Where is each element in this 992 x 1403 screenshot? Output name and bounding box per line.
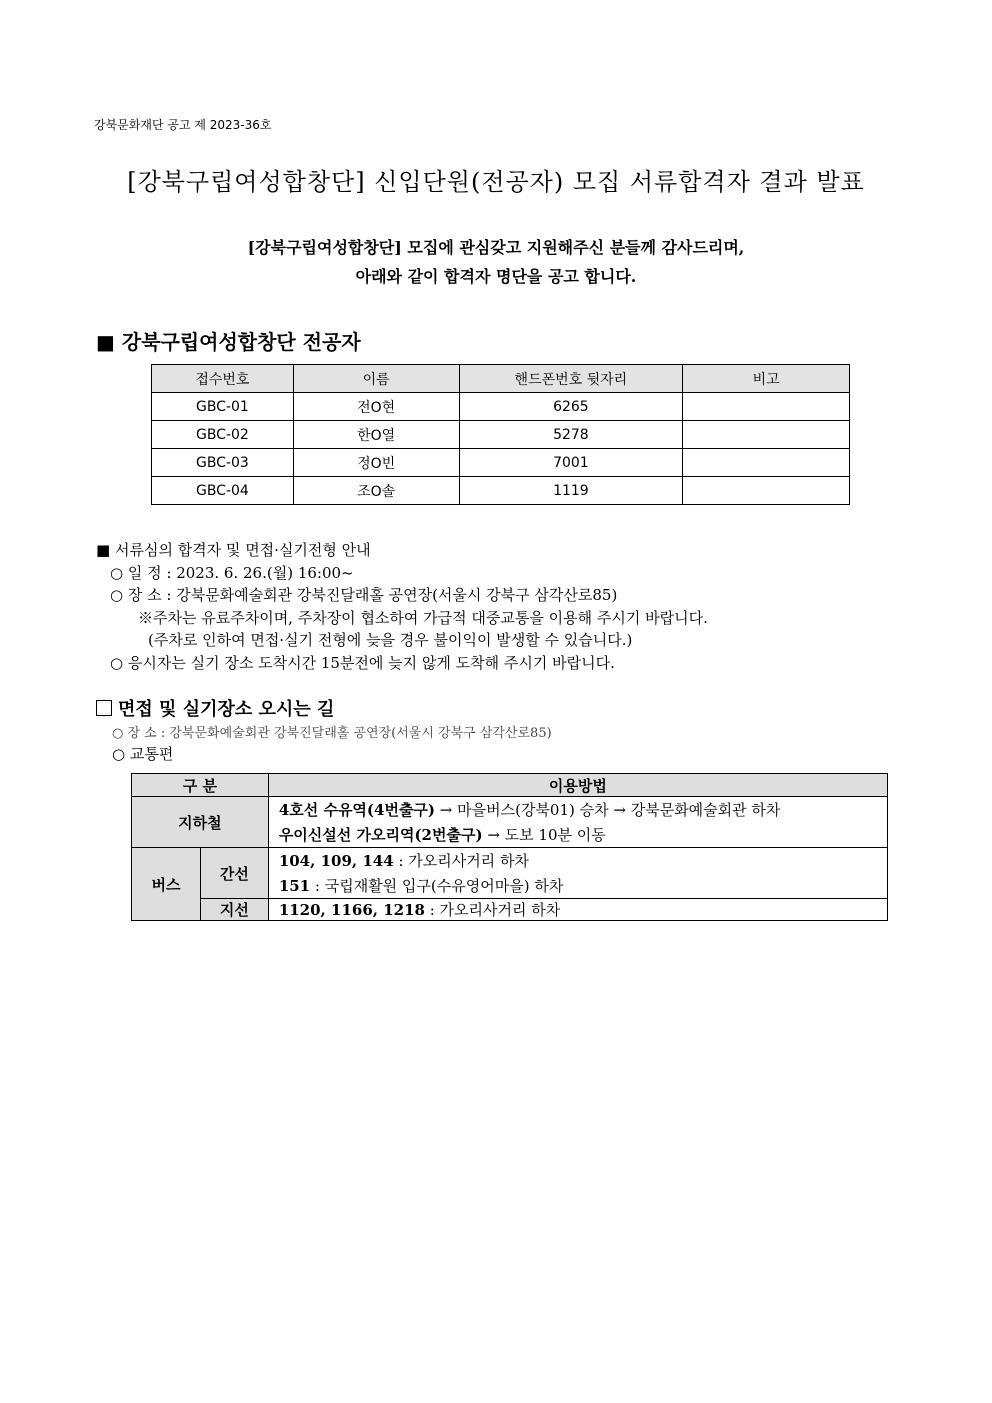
phone-suffix: 7001 (459, 449, 683, 477)
receipt-number: GBC-01 (152, 393, 294, 421)
branch-bus-row (132, 899, 888, 921)
guide-heading (96, 539, 708, 562)
trunk-bus-label: 간선 (200, 848, 268, 899)
section1-heading (96, 326, 361, 355)
receipt-number: GBC-04 (152, 477, 294, 505)
table-header-row (152, 365, 850, 393)
bus-label: 버스 (132, 848, 201, 921)
subway-route-2-detail: → 도보 10분 이동 (482, 826, 606, 844)
circle-bullet-icon: ○ (110, 563, 124, 582)
subway-route-1-station: 4호선 수유역(4번출구) (278, 801, 436, 819)
subway-route-2-station: 우이신설선 가오리역(2번출구) (278, 826, 483, 844)
circle-bullet-icon: ○ (112, 745, 126, 763)
remarks (683, 449, 850, 477)
place-text: 장 소 : 강북문화예술회관 강북진달래홀 공연장(서울시 강북구 삼각산로85) (127, 726, 552, 741)
subway-route-2 (268, 822, 887, 848)
table-row (152, 393, 850, 421)
location-line (96, 584, 708, 607)
intro-line-2: 아래와 같이 합격자 명단을 공고 합니다. (355, 267, 637, 286)
schedule-line (96, 562, 708, 585)
circle-bullet-icon: ○ (110, 586, 124, 604)
subway-route-1 (268, 797, 887, 823)
circle-bullet-icon: ○ (110, 653, 124, 672)
column-header: 핸드폰번호 뒷자리 (459, 365, 683, 393)
section2-heading-text: 면접 및 실기장소 오시는 길 (118, 699, 335, 720)
column-header: 이름 (293, 365, 459, 393)
section1-heading-text: 강북구립여성합창단 전공자 (121, 330, 361, 354)
filled-square-icon: ■ (96, 330, 115, 354)
filled-square-icon: ■ (96, 541, 111, 559)
parking-note-2: (주차로 인하여 면접·실기 전형에 늦을 경우 불이익이 발생할 수 있습니다.) (148, 631, 633, 649)
table-row (152, 449, 850, 477)
subway-route-1-detail: → 마을버스(강북01) 승차 → 강북문화예술회관 하차 (435, 801, 781, 819)
schedule-text: 일 정 : 2023. 6. 26.(월) 16:00~ (127, 563, 354, 582)
branch-route-numbers: 1120, 1166, 1218 (278, 901, 425, 919)
branch-route-detail: : 가오리사거리 하차 (424, 901, 561, 919)
trunk-route-1-numbers: 104, 109, 144 (278, 852, 394, 870)
circle-bullet-icon: ○ (112, 726, 124, 741)
notice-number: 강북문화재단 공고 제 2023-36호 (94, 118, 272, 132)
intro-line-1: [강북구립여성합창단] 모집에 관심갖고 지원해주신 분들께 감사드리며, (247, 238, 745, 257)
receipt-number: GBC-02 (152, 421, 294, 449)
table-row (152, 477, 850, 505)
category-header: 구 분 (132, 774, 269, 797)
place-line (112, 722, 552, 741)
branch-bus-label: 지선 (200, 899, 268, 921)
intro-text (0, 233, 992, 291)
transport-line (112, 743, 173, 764)
remarks (683, 393, 850, 421)
trunk-route-1 (268, 848, 887, 874)
remarks (683, 477, 850, 505)
empty-square-icon (96, 700, 112, 716)
table-row (152, 421, 850, 449)
trunk-route-2-numbers: 151 (278, 877, 311, 895)
trunk-route-2-detail: : 국립재활원 입구(수유영어마을) 하차 (310, 877, 564, 895)
arrival-text: 응시자는 실기 장소 도착시간 15분전에 늦지 않게 도착해 주시기 바랍니다. (127, 653, 615, 672)
applicant-name: 조O솔 (293, 477, 459, 505)
applicant-name: 전O현 (293, 393, 459, 421)
route-header-row (132, 774, 888, 797)
phone-suffix: 6265 (459, 393, 683, 421)
guide-heading-text: 서류심의 합격자 및 면접·실기전형 안내 (114, 541, 371, 559)
subway-label: 지하철 (132, 797, 269, 848)
phone-suffix: 1119 (459, 477, 683, 505)
arrival-line (96, 652, 708, 675)
remarks (683, 421, 850, 449)
receipt-number: GBC-03 (152, 449, 294, 477)
branch-route (268, 899, 887, 921)
location-text: 장 소 : 강북문화예술회관 강북진달래홀 공연장(서울시 강북구 삼각산로85) (127, 586, 618, 604)
transport-label: 교통편 (129, 745, 174, 763)
guide-section (96, 539, 708, 674)
pass-list-table (151, 364, 850, 505)
trunk-route-2 (268, 873, 887, 899)
parking-note: ※주차는 유료주차이며, 주차장이 협소하여 가급적 대중교통을 이용해 주시기 바랍니다. (138, 608, 708, 627)
column-header: 접수번호 (152, 365, 294, 393)
applicant-name: 정O빈 (293, 449, 459, 477)
page-title: [강북구립여성합창단] 신입단원(전공자) 모집 서류합격자 결과 발표 (127, 168, 865, 196)
phone-suffix: 5278 (459, 421, 683, 449)
trunk-route-1-detail: : 가오리사거리 하차 (393, 852, 529, 870)
applicant-name: 한O열 (293, 421, 459, 449)
route-table (131, 773, 888, 921)
subway-row (132, 797, 888, 823)
section2-heading (96, 695, 334, 721)
column-header: 비고 (683, 365, 850, 393)
trunk-bus-row (132, 848, 888, 874)
method-header: 이용방법 (268, 774, 887, 797)
